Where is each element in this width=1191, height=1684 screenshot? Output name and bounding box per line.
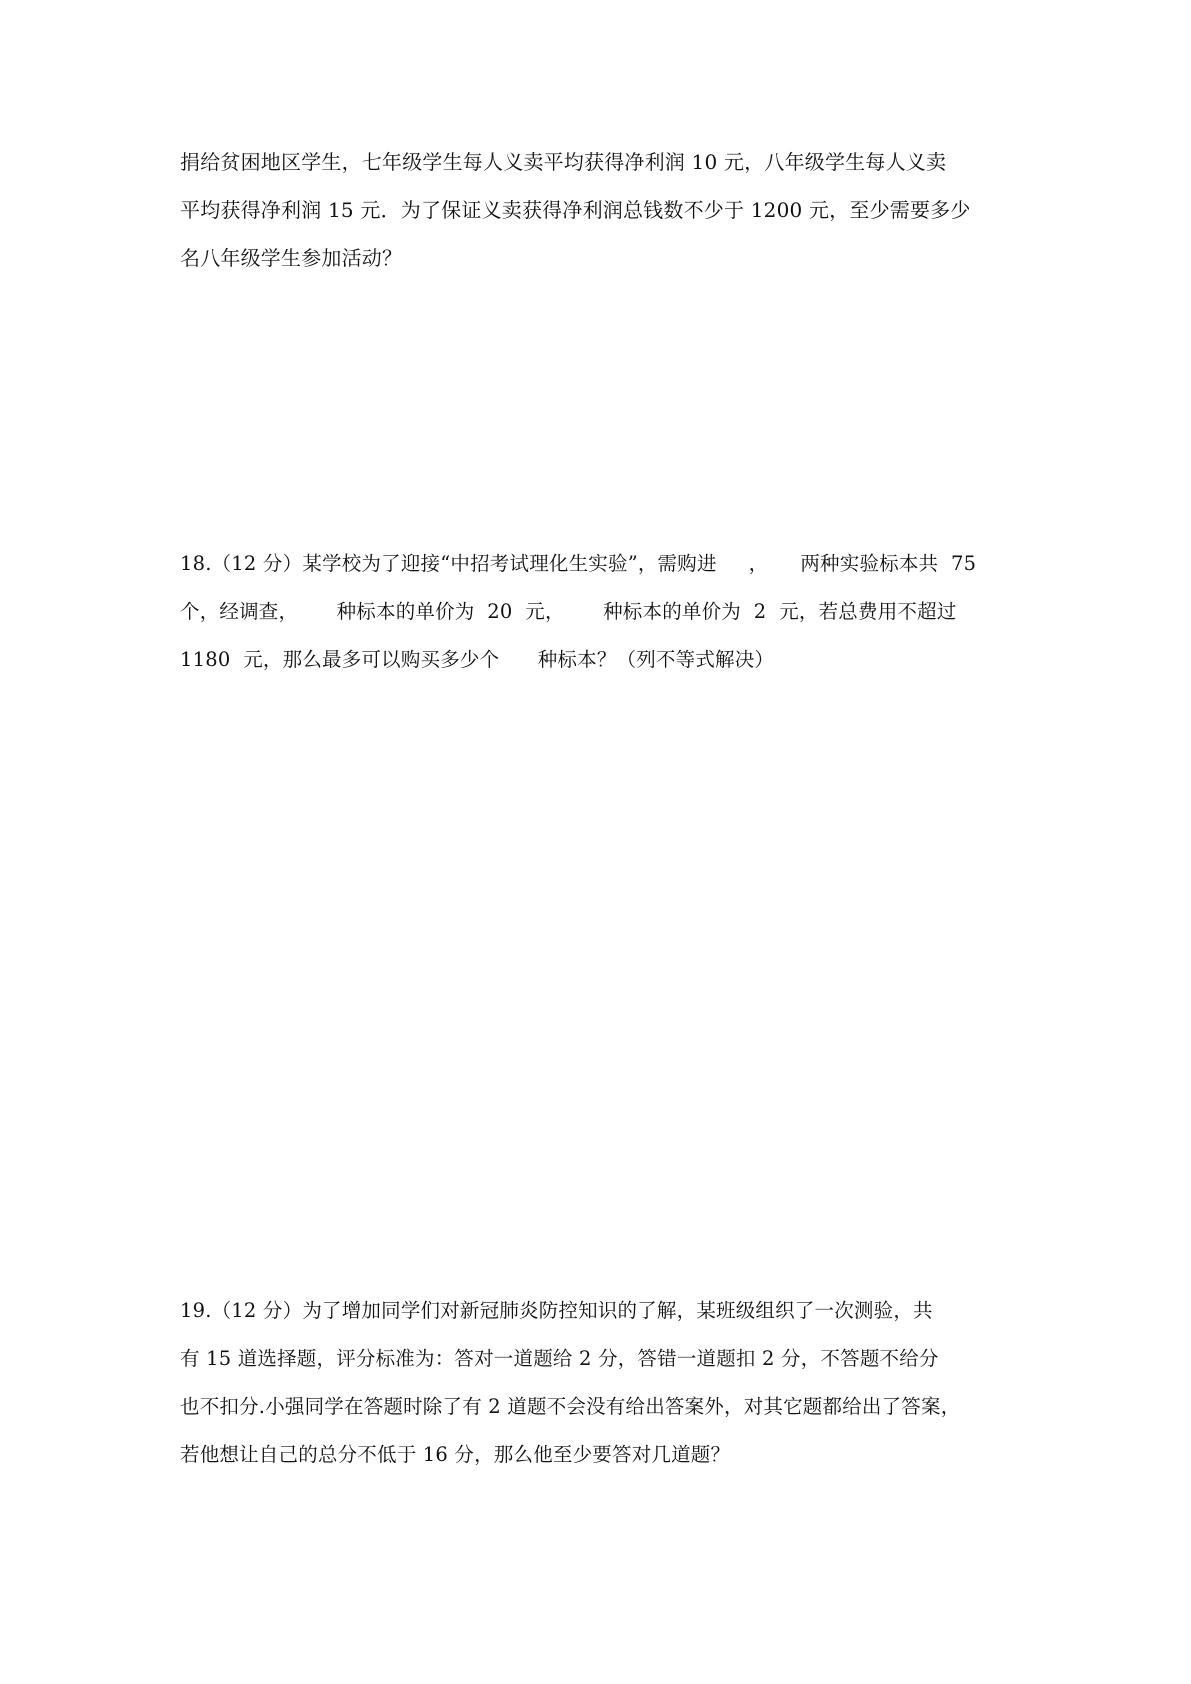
question-18-line-1: 18.（12 分）某学校为了迎接“中招考试理化生实验”，需购进 ， 两种实验标本共 75 [180,552,977,575]
question-18 [180,540,1020,684]
question-19-line-3: 也不扣分.小强同学在答题时除了有 2 道题不会没有给出答案外，对其它题都给出了答案， [180,1395,961,1418]
text-line: 平均获得净利润 15 元．为了保证义卖获得净利润总钱数不少于 1200 元，至少需要多少 [180,198,971,222]
question-19 [180,1287,1020,1479]
question-18-line-2: 个，经调查， 种标本的单价为 20 元， 种标本的单价为 2 元，若总费用不超过 [180,600,957,623]
question-19-line-4: 若他想让自己的总分不低于 16 分，那么他至少要答对几道题？ [180,1443,731,1466]
text-line: 捐给贫困地区学生，七年级学生每人义卖平均获得净利润 10 元，八年级学生每人义卖 [180,150,947,174]
continued-question-text [180,138,1020,282]
question-19-line-2: 有 15 道选择题，评分标准为：答对一道题给 2 分，答错一道题扣 2 分，不答题不给分 [180,1347,939,1370]
question-19-line-1: 19.（12 分）为了增加同学们对新冠肺炎防控知识的了解，某班级组织了一次测验，共 [180,1299,933,1322]
text-line: 名八年级学生参加活动？ [180,246,403,270]
question-18-line-3: 1180 元，那么最多可以购买多少个 种标本？（列不等式解决） [180,648,775,671]
